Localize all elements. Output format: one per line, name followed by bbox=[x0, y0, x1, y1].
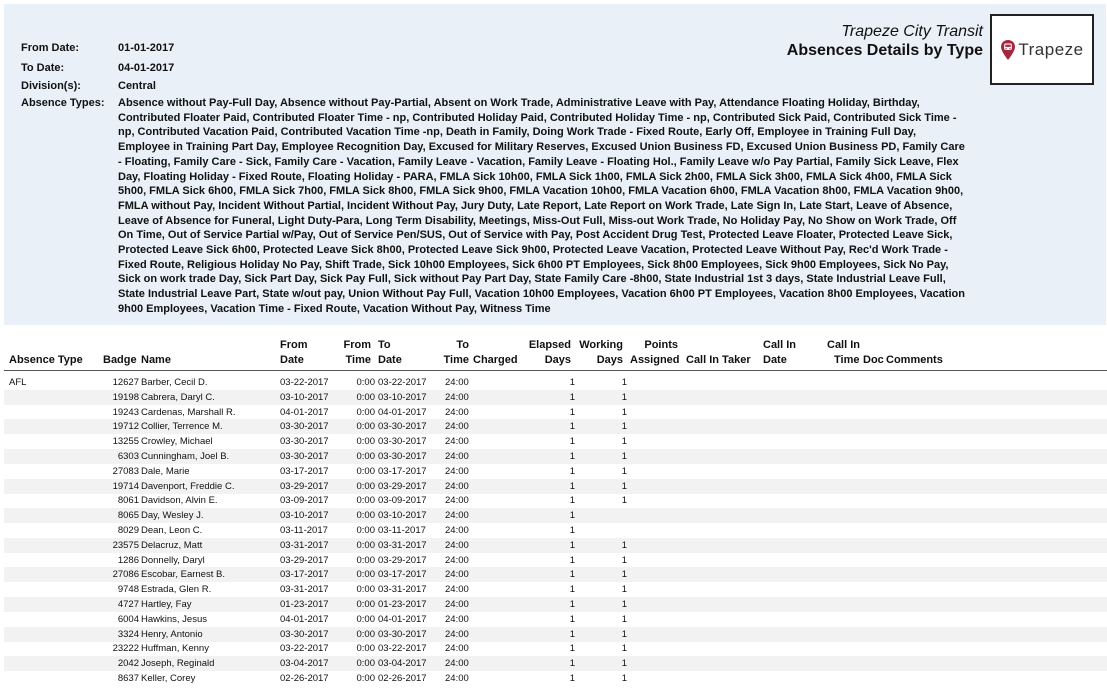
cell-from-date: 03-31-2017 bbox=[280, 539, 329, 551]
col-call-in-time-line1: Call In bbox=[827, 339, 861, 351]
cell-from-time: 0:00 bbox=[356, 673, 375, 684]
cell-elapsed: 1 bbox=[569, 421, 575, 433]
cell-from-time: 0:00 bbox=[356, 643, 375, 655]
cell-from-time: 0:00 bbox=[356, 554, 375, 566]
from-date-value: 01-01-2017 bbox=[118, 42, 175, 54]
col-working-line1: Working bbox=[579, 339, 623, 351]
cell-from-time: 0:00 bbox=[356, 525, 375, 536]
cell-to-date: 03-31-2017 bbox=[378, 539, 427, 551]
header-divider bbox=[4, 370, 1107, 371]
cell-from-time: 0:00 bbox=[356, 510, 375, 522]
cell-to-time: 24:00 bbox=[445, 628, 469, 640]
cell-badge: 8061 bbox=[117, 495, 139, 507]
cell-name: Keller, Corey bbox=[141, 673, 196, 684]
col-absence-type: Absence Type bbox=[9, 354, 83, 366]
cell-to-date: 03-22-2017 bbox=[378, 377, 427, 388]
cell-badge: 23575 bbox=[112, 539, 139, 551]
cell-from-date: 03-29-2017 bbox=[280, 554, 329, 566]
cell-to-time: 24:00 bbox=[445, 613, 469, 625]
cell-badge: 4727 bbox=[117, 599, 139, 610]
absence-types-value: Absence without Pay-Full Day, Absence without Pay-Partial, Absent on Work Trade, Administrative Leave with Pay, Attendance Floating Holiday, Birthday, Contributed Floater Paid, Contributed Floater Time - np, Contributed Holiday Paid, Contributed Holiday Time - np, Contributed Sick Paid, Contributed Sick Time - np, Contributed Vacation Paid, Contributed Vacation Time -np, Death in Family, Doing Work Trade - Fixed Route, Early Off, Employee in Training Full Day, Employee in Training Part Day, Employee Recognition Day, Excused for Military Reserves, Excused Union Business FD, Excused Union Business PD, Family Care - Floating, Family Care - Sick, Family Care - Vacation, Family Leave - Vacation, Family Leave - Floating Hol., Family Leave w/o Pay Partial, Family Sick Leave, Flex Day, Floating Holiday - Fixed Route, Floating Holiday - PARA, FMLA Sick 10h00, FMLA Sick 1h00, FMLA Sick 2h00, FMLA Sick 3h00, FMLA Sick 4h00, FMLA Sick 5h00, FMLA Sick 6h00, FMLA Sick 7h00, FMLA Sick 8h00, FMLA Sick 9h00, FMLA Vacation 10h00, FMLA Vacation 6h00, FMLA Vacation 8h00, FMLA Vacation 9h00, FMLA without Pay, Incident Without Partial, Incident Without Pay, Jury Duty, Late Report, Late Report on Work Trade, Late Sign In, Late Start, Leave of Absence, Leave of Absence for Funeral, Light Duty-Para, Long Term Disability, Meetings, Miss-Out Full, Miss-out Work Trade, No Holiday Pay, No Show on Work Trade, Off On Time, Out of Service Partial w/Pay, Out of Service Pen/SUS, Out of Service with Pay, Post Accident Drug Test, Protected Leave Floater, Protected Leave Sick, Protected Leave Sick 6h00, Protected Leave Sick 8h00, Protected Leave Sick 9h00, Protected Leave Vacation, Protected Leave Without Pay, Rec'd Work Trade - Fixed Route, Religious Holiday No Pay, Shift Trade, Sick 10h00 Employees, Sick 6h00 PT Employees, Sick 8h00 Employees, Sick 9h00 Employees, Sick No Pay, Sick on work trade Day, Sick Part Day, Sick Pay Full, Sick without Pay Part Day, State Family Care -8h00, State Industrial 1st 3 days, State Industrial Leave Full, State Industrial Leave Part, State w/out pay, Union Without Pay Full, Vacation 10h00 Employees, Vacation 6h00 PT Employees, Vacation 8h00 Employees, Vacation 9h00 Employees, Vacation Time - Fixed Route, Vacation Without Pay, Witness Time bbox=[118, 97, 965, 315]
cell-to-time: 24:00 bbox=[445, 569, 469, 581]
cell-to-date: 04-01-2017 bbox=[378, 613, 427, 625]
cell-working: 1 bbox=[621, 554, 627, 566]
cell-elapsed: 1 bbox=[569, 480, 575, 492]
cell-working: 1 bbox=[621, 628, 627, 640]
cell-badge: 8029 bbox=[117, 525, 139, 536]
cell-to-date: 03-10-2017 bbox=[378, 391, 427, 403]
col-call-in-time-line2: Time bbox=[834, 354, 860, 366]
cell-to-time: 24:00 bbox=[445, 599, 469, 610]
cell-to-time: 24:00 bbox=[445, 436, 469, 448]
cell-from-time: 0:00 bbox=[356, 569, 375, 581]
cell-from-date: 03-30-2017 bbox=[280, 436, 329, 448]
cell-working: 1 bbox=[621, 465, 627, 477]
cell-to-date: 03-04-2017 bbox=[378, 658, 427, 670]
col-comments: Comments bbox=[886, 354, 943, 366]
cell-name: Davenport, Freddie C. bbox=[141, 480, 235, 492]
cell-from-time: 0:00 bbox=[356, 451, 375, 462]
table-row bbox=[4, 671, 1107, 686]
cell-badge: 13255 bbox=[112, 436, 139, 448]
cell-to-date: 03-09-2017 bbox=[378, 495, 427, 507]
cell-from-date: 03-30-2017 bbox=[280, 421, 329, 433]
cell-badge: 2042 bbox=[117, 658, 139, 670]
table-row bbox=[4, 419, 1107, 434]
division-value: Central bbox=[118, 80, 156, 92]
table-row bbox=[4, 553, 1107, 568]
cell-from-time: 0:00 bbox=[356, 658, 375, 670]
cell-working: 1 bbox=[621, 451, 627, 462]
company-name: Trapeze City Transit bbox=[841, 23, 983, 40]
cell-elapsed: 1 bbox=[569, 628, 575, 640]
cell-from-date: 03-29-2017 bbox=[280, 480, 329, 492]
cell-elapsed: 1 bbox=[569, 658, 575, 670]
col-call-in-date-line2: Date bbox=[763, 354, 787, 366]
col-to-date-line1: To bbox=[378, 339, 391, 351]
cell-badge: 9748 bbox=[117, 584, 139, 596]
table-row bbox=[4, 493, 1107, 508]
cell-badge: 19198 bbox=[112, 391, 139, 403]
col-call-in-date bbox=[763, 338, 796, 368]
cell-to-date: 04-01-2017 bbox=[378, 406, 427, 418]
cell-from-time: 0:00 bbox=[356, 599, 375, 610]
cell-from-date: 02-26-2017 bbox=[280, 673, 329, 684]
cell-to-time: 24:00 bbox=[445, 421, 469, 433]
cell-from-time: 0:00 bbox=[356, 436, 375, 448]
table-row bbox=[4, 375, 1107, 390]
cell-working: 1 bbox=[621, 421, 627, 433]
cell-working: 1 bbox=[621, 569, 627, 581]
cell-badge: 12627 bbox=[112, 377, 139, 388]
cell-from-time: 0:00 bbox=[356, 539, 375, 551]
col-badge: Badge bbox=[103, 354, 137, 366]
cell-name: Hawkins, Jesus bbox=[141, 613, 207, 625]
cell-from-date: 03-04-2017 bbox=[280, 658, 329, 670]
col-from-date bbox=[280, 338, 308, 368]
cell-name: Delacruz, Matt bbox=[141, 539, 203, 551]
cell-elapsed: 1 bbox=[569, 599, 575, 610]
table-row bbox=[4, 627, 1107, 642]
col-to-date-line2: Date bbox=[378, 354, 402, 366]
cell-to-date: 03-29-2017 bbox=[378, 480, 427, 492]
cell-name: Dale, Marie bbox=[141, 465, 190, 477]
cell-badge: 19712 bbox=[112, 421, 139, 433]
cell-elapsed: 1 bbox=[569, 406, 575, 418]
cell-working: 1 bbox=[621, 584, 627, 596]
cell-elapsed: 1 bbox=[569, 584, 575, 596]
cell-working: 1 bbox=[621, 480, 627, 492]
cell-badge: 19714 bbox=[112, 480, 139, 492]
cell-from-time: 0:00 bbox=[356, 495, 375, 507]
cell-elapsed: 1 bbox=[569, 495, 575, 507]
cell-to-date: 03-30-2017 bbox=[378, 421, 427, 433]
cell-to-date: 03-29-2017 bbox=[378, 554, 427, 566]
table-row bbox=[4, 597, 1107, 612]
cell-name: Joseph, Reginald bbox=[141, 658, 215, 670]
cell-elapsed: 1 bbox=[569, 643, 575, 655]
cell-name: Davidson, Alvin E. bbox=[141, 495, 218, 507]
cell-elapsed: 1 bbox=[569, 436, 575, 448]
cell-working: 1 bbox=[621, 599, 627, 610]
cell-from-date: 03-17-2017 bbox=[280, 569, 329, 581]
from-date-label: From Date: bbox=[21, 42, 80, 54]
cell-elapsed: 1 bbox=[569, 673, 575, 684]
cell-to-time: 24:00 bbox=[445, 391, 469, 403]
col-working-days bbox=[578, 338, 623, 368]
col-points-line2: Assigned bbox=[630, 354, 680, 366]
cell-to-date: 03-30-2017 bbox=[378, 436, 427, 448]
table-row bbox=[4, 538, 1107, 553]
table-row bbox=[4, 582, 1107, 597]
table-row bbox=[4, 434, 1107, 449]
cell-badge: 6004 bbox=[117, 613, 139, 625]
cell-working: 1 bbox=[621, 643, 627, 655]
division-label: Division(s): bbox=[21, 80, 81, 92]
cell-working: 1 bbox=[621, 539, 627, 551]
cell-working: 1 bbox=[621, 406, 627, 418]
col-from-time bbox=[340, 338, 371, 368]
cell-to-time: 24:00 bbox=[445, 643, 469, 655]
cell-to-time: 24:00 bbox=[445, 451, 469, 462]
cell-badge: 27086 bbox=[112, 569, 139, 581]
table-row bbox=[4, 390, 1107, 405]
to-date-label: To Date: bbox=[21, 62, 65, 74]
col-from-time-line2: Time bbox=[345, 354, 371, 366]
col-points-line1: Points bbox=[644, 339, 678, 351]
cell-name: Cardenas, Marshall R. bbox=[141, 406, 236, 418]
cell-elapsed: 1 bbox=[569, 554, 575, 566]
cell-badge: 23222 bbox=[112, 643, 139, 655]
col-name: Name bbox=[141, 354, 171, 366]
table-row bbox=[4, 479, 1107, 494]
cell-working: 1 bbox=[621, 377, 627, 388]
col-doc: Doc bbox=[863, 354, 884, 366]
cell-from-time: 0:00 bbox=[356, 465, 375, 477]
cell-name: Day, Wesley J. bbox=[141, 510, 204, 522]
cell-name: Cabrera, Daryl C. bbox=[141, 391, 215, 403]
col-working-line2: Days bbox=[596, 354, 623, 366]
cell-badge: 3324 bbox=[117, 628, 139, 640]
cell-from-time: 0:00 bbox=[356, 584, 375, 596]
cell-to-date: 01-23-2017 bbox=[378, 599, 427, 610]
col-to-time-line2: Time bbox=[443, 354, 469, 366]
col-from-date-line2: Date bbox=[280, 354, 304, 366]
cell-working: 1 bbox=[621, 658, 627, 670]
cell-from-date: 03-10-2017 bbox=[280, 510, 329, 522]
cell-to-time: 24:00 bbox=[445, 554, 469, 566]
absence-types-label: Absence Types: bbox=[21, 97, 105, 109]
cell-badge: 8065 bbox=[117, 510, 139, 522]
cell-name: Huffman, Kenny bbox=[141, 643, 209, 655]
cell-name: Dean, Leon C. bbox=[141, 525, 203, 536]
cell-from-date: 03-17-2017 bbox=[280, 465, 329, 477]
col-from-time-line1: From bbox=[343, 339, 371, 351]
cell-from-date: 04-01-2017 bbox=[280, 406, 329, 418]
col-points-assigned bbox=[630, 338, 679, 368]
report-title: Absences Details by Type bbox=[786, 42, 983, 59]
cell-to-time: 24:00 bbox=[445, 510, 469, 522]
cell-working: 1 bbox=[621, 436, 627, 448]
company-logo bbox=[990, 14, 1094, 85]
cell-from-time: 0:00 bbox=[356, 613, 375, 625]
cell-from-date: 03-30-2017 bbox=[280, 451, 329, 462]
cell-name: Crowley, Michael bbox=[141, 436, 213, 448]
cell-to-date: 03-11-2017 bbox=[378, 525, 426, 536]
cell-badge: 19243 bbox=[112, 406, 139, 418]
cell-elapsed: 1 bbox=[569, 569, 575, 581]
table-row bbox=[4, 405, 1107, 420]
cell-from-time: 0:00 bbox=[356, 406, 375, 418]
cell-name: Donnelly, Daryl bbox=[141, 554, 205, 566]
col-to-time bbox=[440, 338, 469, 368]
cell-elapsed: 1 bbox=[569, 377, 575, 388]
cell-elapsed: 1 bbox=[569, 465, 575, 477]
col-elapsed-line1: Elapsed bbox=[528, 339, 571, 351]
cell-to-time: 24:00 bbox=[445, 539, 469, 551]
table-row bbox=[4, 523, 1107, 538]
cell-from-date: 03-22-2017 bbox=[280, 377, 329, 388]
col-elapsed-line2: Days bbox=[544, 354, 571, 366]
cell-working: 1 bbox=[621, 495, 627, 507]
cell-to-time: 24:00 bbox=[445, 480, 469, 492]
col-charged: Charged bbox=[473, 354, 518, 366]
cell-to-date: 03-10-2017 bbox=[378, 510, 427, 522]
col-elapsed-days bbox=[527, 338, 571, 368]
cell-to-date: 03-30-2017 bbox=[378, 451, 427, 462]
cell-from-time: 0:00 bbox=[356, 391, 375, 403]
cell-from-date: 04-01-2017 bbox=[280, 613, 329, 625]
cell-from-time: 0:00 bbox=[356, 480, 375, 492]
cell-elapsed: 1 bbox=[569, 525, 575, 536]
cell-badge: 6303 bbox=[117, 451, 139, 462]
to-date-value: 04-01-2017 bbox=[118, 62, 175, 74]
cell-to-date: 03-22-2017 bbox=[378, 643, 427, 655]
cell-badge: 27083 bbox=[112, 465, 139, 477]
cell-from-date: 03-09-2017 bbox=[280, 495, 329, 507]
table-row bbox=[4, 612, 1107, 627]
cell-elapsed: 1 bbox=[569, 391, 575, 403]
absence-type-group: AFL bbox=[9, 377, 27, 388]
cell-to-date: 03-17-2017 bbox=[378, 569, 427, 581]
cell-name: Henry, Antonio bbox=[141, 628, 203, 640]
cell-working: 1 bbox=[621, 673, 627, 684]
cell-name: Escobar, Earnest B. bbox=[141, 569, 225, 581]
table-row bbox=[4, 508, 1107, 523]
cell-from-time: 0:00 bbox=[356, 377, 375, 388]
cell-to-time: 24:00 bbox=[445, 584, 469, 596]
cell-name: Barber, Cecil D. bbox=[141, 377, 208, 388]
cell-from-date: 03-30-2017 bbox=[280, 628, 329, 640]
cell-to-time: 24:00 bbox=[445, 406, 469, 418]
col-call-in-taker: Call In Taker bbox=[686, 354, 751, 366]
col-to-date bbox=[378, 338, 402, 368]
cell-from-time: 0:00 bbox=[356, 628, 375, 640]
cell-to-date: 03-30-2017 bbox=[378, 628, 427, 640]
col-call-in-date-line1: Call In bbox=[763, 339, 797, 351]
cell-badge: 1286 bbox=[117, 554, 139, 566]
table-row bbox=[4, 464, 1107, 479]
cell-elapsed: 1 bbox=[569, 510, 575, 522]
cell-name: Collier, Terrence M. bbox=[141, 421, 223, 433]
cell-from-time: 0:00 bbox=[356, 421, 375, 433]
col-from-date-line1: From bbox=[280, 339, 308, 351]
cell-from-date: 03-22-2017 bbox=[280, 643, 329, 655]
cell-working: 1 bbox=[621, 613, 627, 625]
cell-to-time: 24:00 bbox=[445, 465, 469, 477]
cell-name: Cunningham, Joel B. bbox=[141, 451, 230, 462]
cell-to-time: 24:00 bbox=[445, 658, 469, 670]
table-row bbox=[4, 656, 1107, 671]
table-row bbox=[4, 567, 1107, 582]
logo-wordmark: Trapeze bbox=[1018, 39, 1084, 59]
cell-name: Hartley, Fay bbox=[141, 599, 192, 610]
cell-to-time: 24:00 bbox=[445, 495, 469, 507]
cell-elapsed: 1 bbox=[569, 613, 575, 625]
cell-to-time: 24:00 bbox=[445, 525, 469, 536]
table-row bbox=[4, 449, 1107, 464]
col-to-time-line1: To bbox=[456, 339, 469, 351]
cell-elapsed: 1 bbox=[569, 539, 575, 551]
cell-to-date: 03-31-2017 bbox=[378, 584, 427, 596]
col-call-in-time bbox=[827, 338, 860, 368]
report-title-block bbox=[787, 22, 983, 61]
table-row bbox=[4, 641, 1107, 656]
cell-name: Estrada, Glen R. bbox=[141, 584, 212, 596]
cell-to-date: 03-17-2017 bbox=[378, 465, 427, 477]
map-pin-icon bbox=[1000, 39, 1016, 61]
cell-from-date: 03-11-2017 bbox=[280, 525, 328, 536]
cell-to-time: 24:00 bbox=[445, 377, 469, 388]
cell-from-date: 01-23-2017 bbox=[280, 599, 329, 610]
cell-badge: 8637 bbox=[117, 673, 139, 684]
cell-from-date: 03-31-2017 bbox=[280, 584, 329, 596]
cell-to-date: 02-26-2017 bbox=[378, 673, 427, 684]
cell-to-time: 24:00 bbox=[445, 673, 469, 684]
cell-elapsed: 1 bbox=[569, 451, 575, 462]
cell-from-date: 03-10-2017 bbox=[280, 391, 329, 403]
cell-working: 1 bbox=[621, 391, 627, 403]
